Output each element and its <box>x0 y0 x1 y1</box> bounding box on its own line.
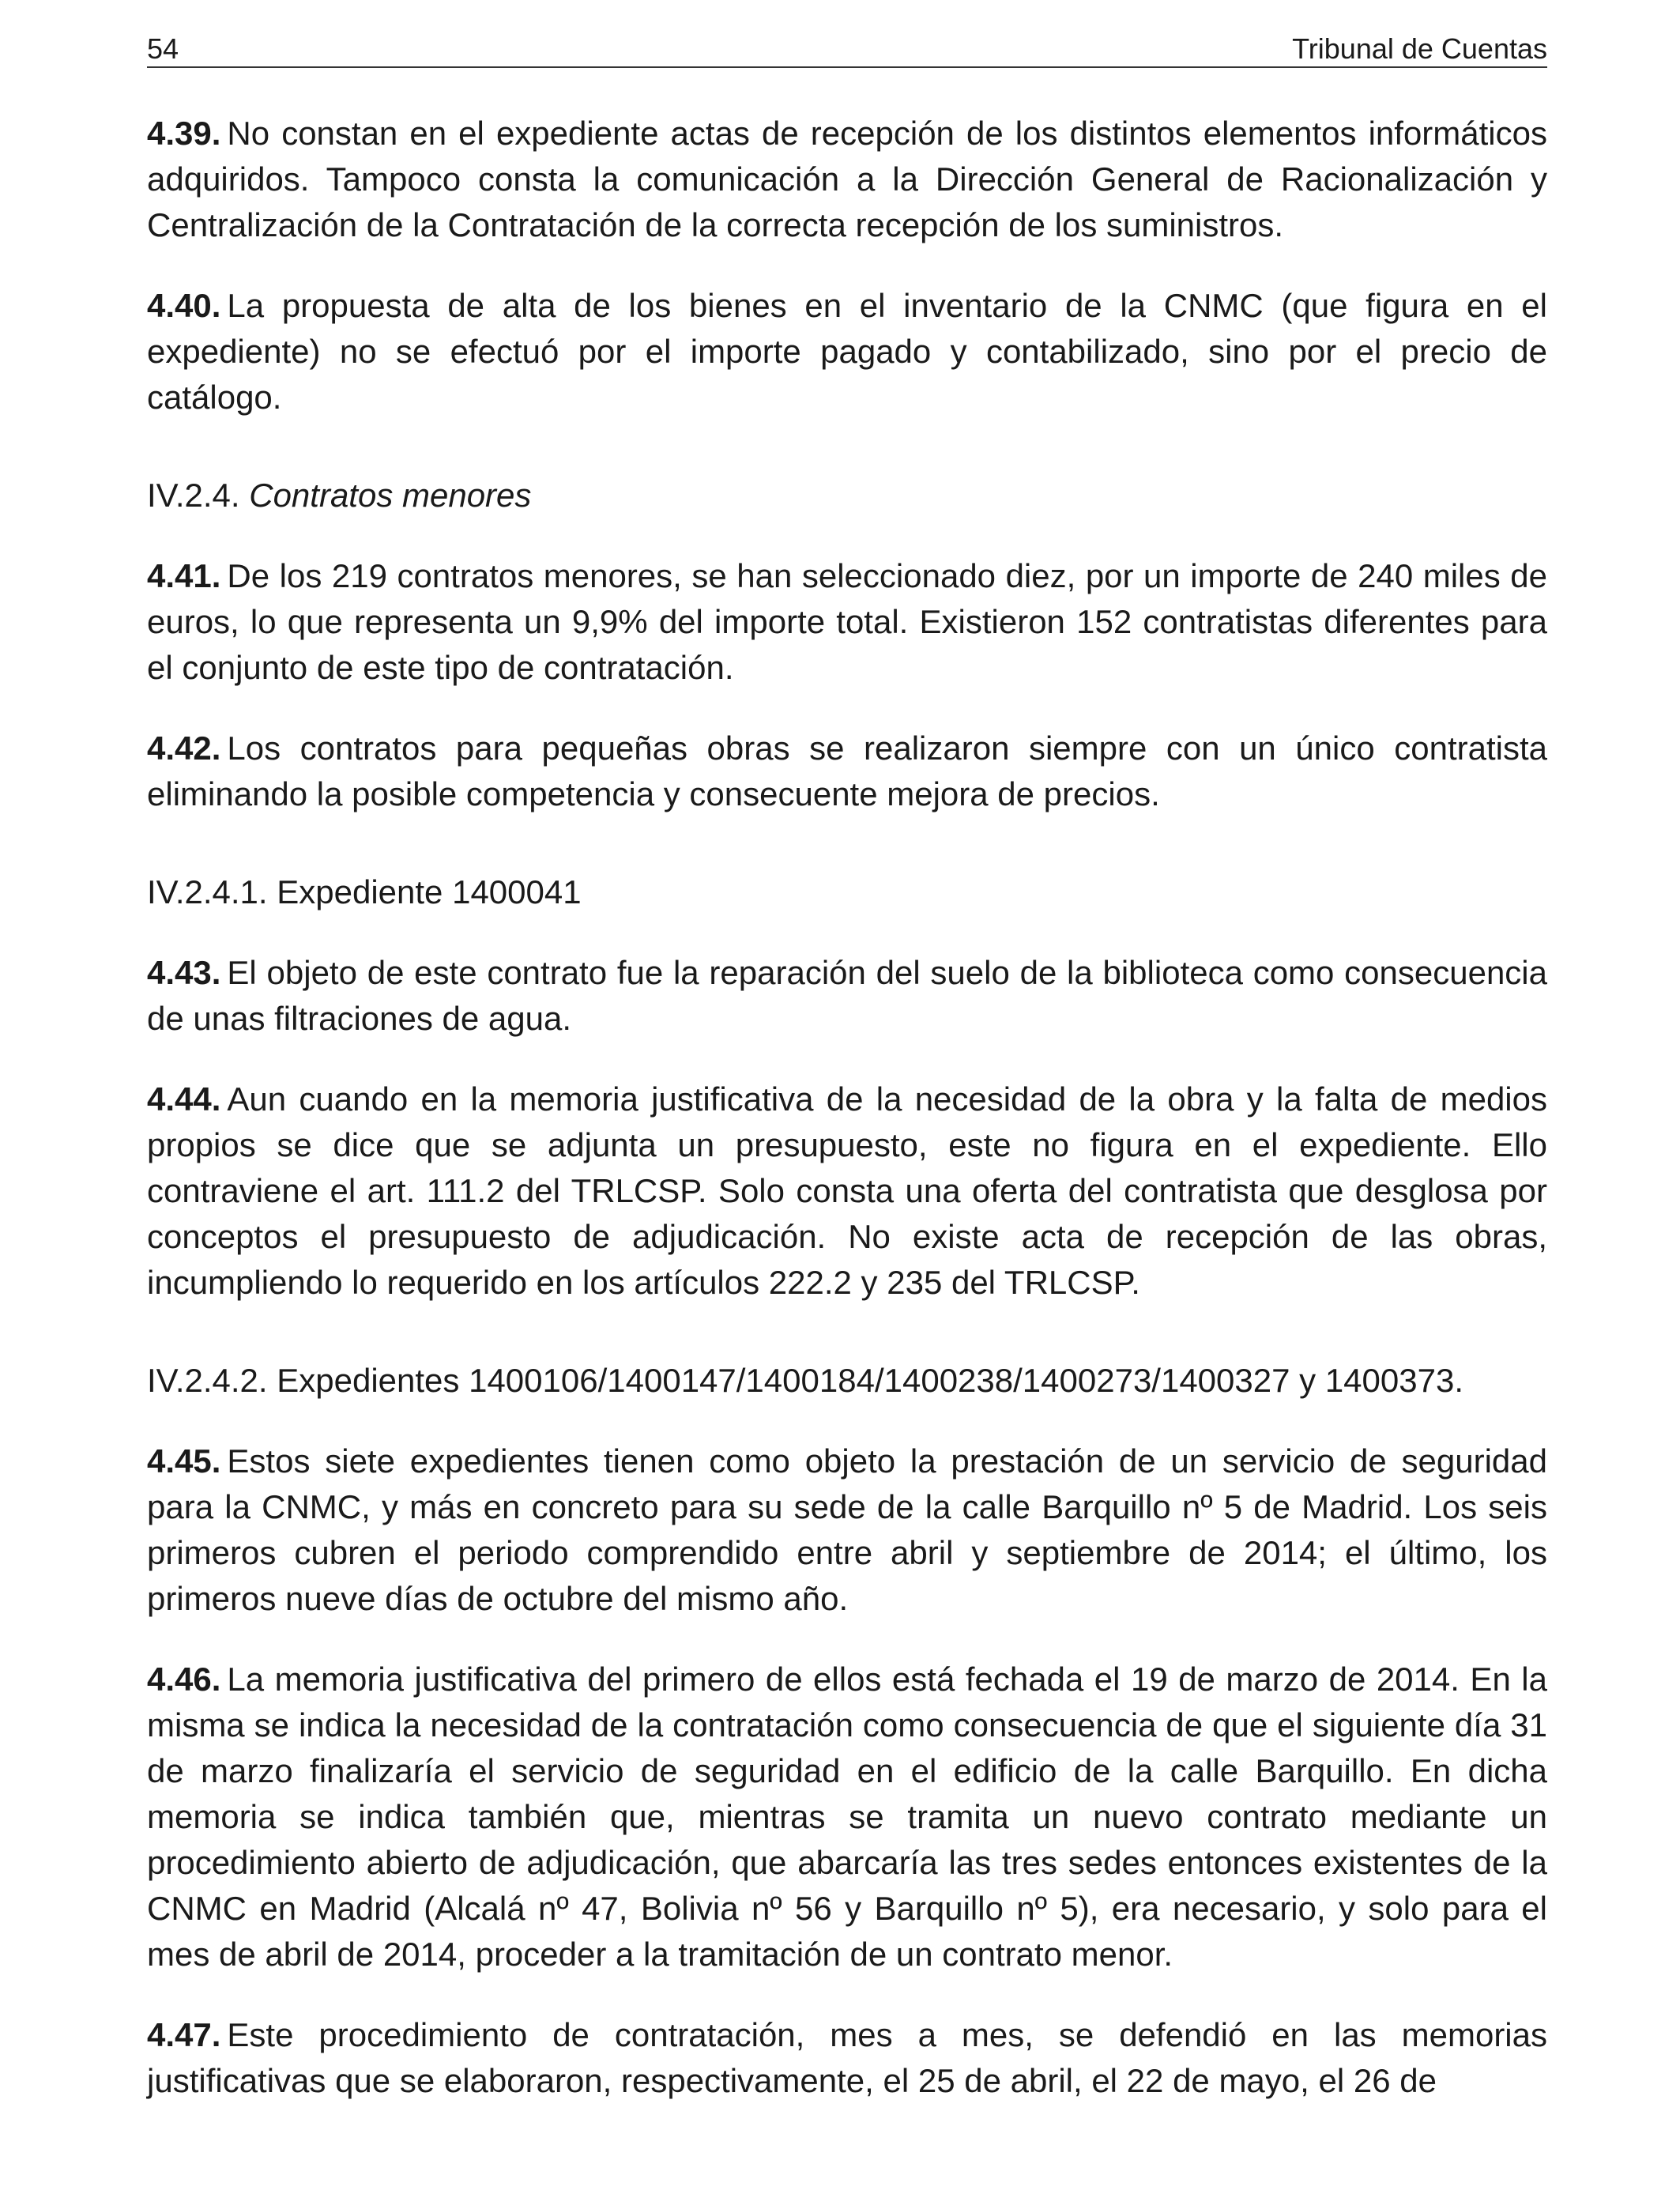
paragraph-text: La memoria justificativa del primero de ellos está fechada el 19 de marzo de 2014. En la misma se indica la necesidad de la contratación como consecuencia de que el siguiente día 31 de marzo finalizaría el servicio de seguridad en el edificio de la calle Barquillo. En dicha memoria se indica también que, mientras se tramita un nuevo contrato mediante un procedimiento abierto de adjudicación, que abarcaría las tres sedes entonces existentes de la CNMC en Madrid (Alcalá nº 47, Bolivia nº 56 y Barquillo nº 5), era necesario, y solo para el mes de abril de 2014, proceder a la tramitación de un contrato menor. <box>147 1661 1547 1973</box>
section-heading-iv-2-4-1: IV.2.4.1. Expediente 1400041 <box>147 873 582 910</box>
paragraph-4-41 <box>147 553 1547 691</box>
paragraph-number: 4.44. <box>147 1080 221 1118</box>
paragraph-number: 4.40. <box>147 287 221 324</box>
paragraph-number: 4.47. <box>147 2016 221 2053</box>
paragraph-number: 4.39. <box>147 115 221 152</box>
section-number: IV.2.4. <box>147 477 240 514</box>
paragraph-text: La propuesta de alta de los bienes en el inventario de la CNMC (que figura en el expediente) no se efectuó por el importe pagado y contabilizado, sino por el precio de catálogo. <box>147 287 1547 416</box>
paragraph-number: 4.46. <box>147 1661 221 1698</box>
paragraph-text: Los contratos para pequeñas obras se realizaron siempre con un único contratista eliminando la posible competencia y consecuente mejora de precios. <box>147 729 1547 812</box>
paragraph-text: Este procedimiento de contratación, mes a mes, se defendió en las memorias justificativas que se elaboraron, respectivamente, el 25 de abril, el 22 de mayo, el 26 de <box>147 2016 1547 2099</box>
paragraph-text: El objeto de este contrato fue la reparación del suelo de la biblioteca como consecuencia de unas filtraciones de agua. <box>147 954 1547 1037</box>
paragraph-4-39 <box>147 111 1547 248</box>
document-body <box>147 111 1547 2139</box>
paragraph-text: Estos siete expedientes tienen como objeto la prestación de un servicio de seguridad para la CNMC, y más en concreto para su sede de la calle Barquillo nº 5 de Madrid. Los seis primeros cubren el periodo comprendido entre abril y septiembre de 2014; el último, los primeros nueve días de octubre del mismo año. <box>147 1442 1547 1617</box>
paragraph-text: De los 219 contratos menores, se han seleccionado diez, por un importe de 240 miles de euros, lo que representa un 9,9% del importe total. Existieron 152 contratistas diferentes para el conjunto de este tipo de contratación. <box>147 557 1547 686</box>
paragraph-4-40 <box>147 283 1547 420</box>
paragraph-4-47 <box>147 2012 1547 2104</box>
paragraph-4-46 <box>147 1657 1547 1977</box>
paragraph-4-45 <box>147 1438 1547 1622</box>
paragraph-number: 4.43. <box>147 954 221 991</box>
page-header <box>147 32 1547 68</box>
paragraph-text: Aun cuando en la memoria justificativa de la necesidad de la obra y la falta de medios propios se dice que se adjunta un presupuesto, este no figura en el expediente. Ello contraviene el art. 111.2 del TRLCSP. Solo consta una oferta del contratista que desglosa por conceptos el presupuesto de adjudicación. No existe acta de recepción de las obras, incumpliendo lo requerido en los artículos 222.2 y 235 del TRLCSP. <box>147 1080 1547 1301</box>
paragraph-number: 4.42. <box>147 729 221 767</box>
paragraph-text: No constan en el expediente actas de recepción de los distintos elementos informáticos adquiridos. Tampoco consta la comunicación a la Dirección General de Racionalización y Centralización de la Contratación de la correcta recepción de los suministros. <box>147 115 1547 243</box>
section-heading-iv-2-4-2: IV.2.4.2. Expedientes 1400106/1400147/1400184/1400238/1400273/1400327 y 1400373. <box>147 1362 1463 1399</box>
running-title: Tribunal de Cuentas <box>1292 32 1547 65</box>
section-title: Contratos menores <box>249 477 532 514</box>
paragraph-4-43 <box>147 950 1547 1042</box>
section-heading-iv-2-4 <box>147 473 1547 518</box>
paragraph-number: 4.45. <box>147 1442 221 1480</box>
page-number: 54 <box>147 32 179 65</box>
paragraph-4-42 <box>147 726 1547 817</box>
paragraph-4-44 <box>147 1076 1547 1306</box>
paragraph-number: 4.41. <box>147 557 221 594</box>
